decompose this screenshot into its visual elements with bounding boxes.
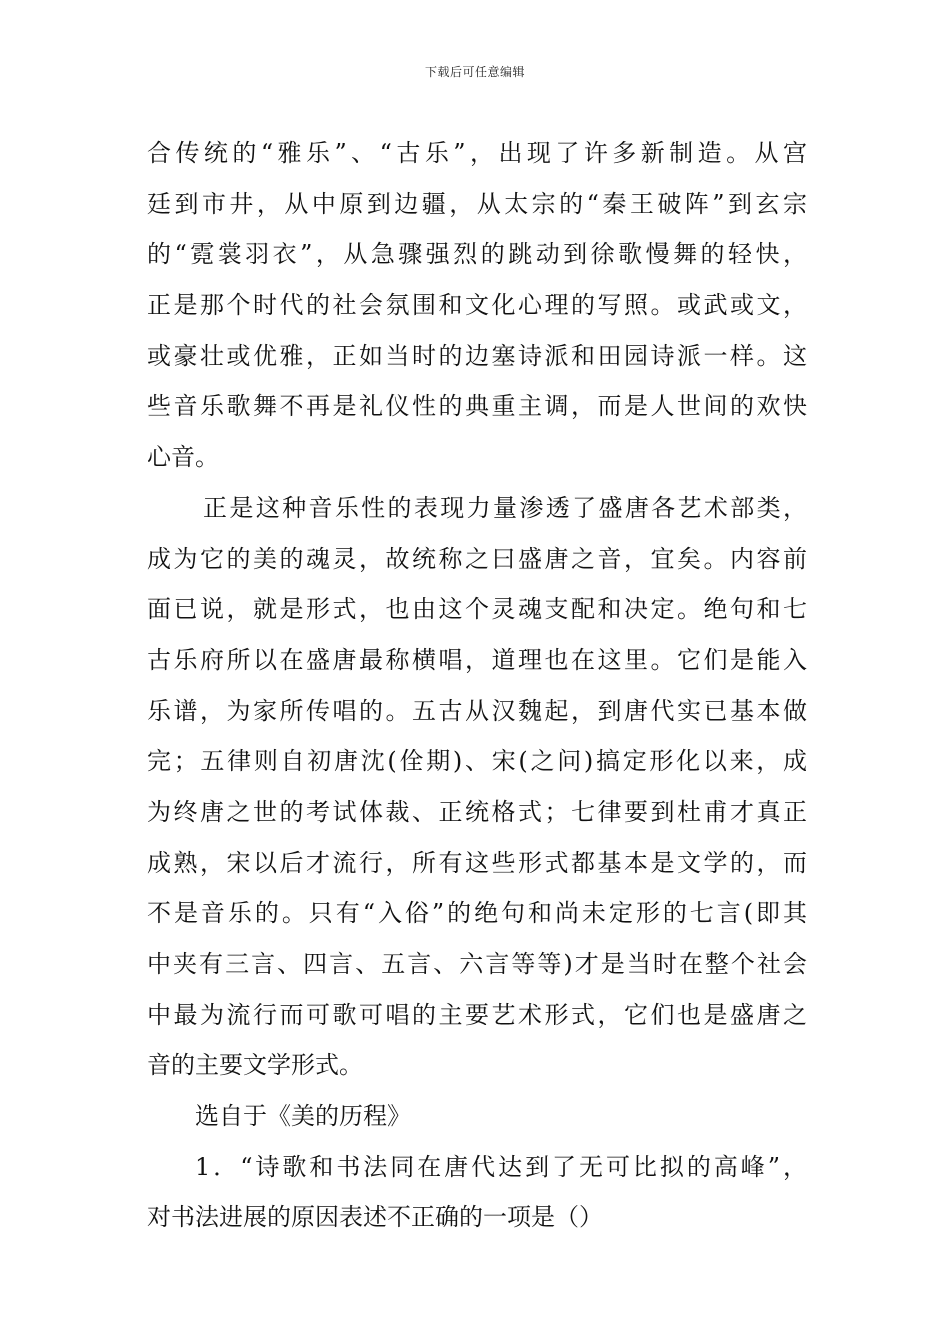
paragraph-line: 合传统的“雅乐”、“古乐”，出现了许多新制造。从宫 (147, 139, 807, 167)
question-line: 1．“诗歌和书法同在唐代达到了无可比拟的高峰”， (195, 1152, 807, 1181)
paragraph-line: 中夹有三言、四言、五言、六言等等)才是当时在整个社会 (147, 950, 807, 978)
paragraph-line: 成熟，宋以后才流行，所有这些形式都基本是文学的，而 (147, 848, 807, 877)
paragraph-line: 廷到市井，从中原到边疆，从太宗的“秦王破阵”到玄宗 (147, 189, 807, 218)
source-citation (147, 1091, 807, 1142)
question-1 (147, 1142, 807, 1243)
paragraph-line: 成为它的美的魂灵，故统称之曰盛唐之音，宜矣。内容前 (147, 544, 807, 573)
page-header: 下载后可任意编辑 (424, 65, 525, 79)
document-body (147, 128, 807, 1243)
paragraph-1 (147, 128, 807, 483)
paragraph-line: 为终唐之世的考试体裁、正统格式；七律要到杜甫才真正 (147, 797, 807, 826)
paragraph-line: 古乐府所以在盛唐最称横唱，道理也在这里。它们是能入 (147, 645, 807, 674)
paragraph-line: 中最为流行而可歌可唱的主要艺术形式，它们也是盛唐之 (147, 1000, 807, 1029)
paragraph-line: 音的主要文学形式。 (147, 1051, 363, 1080)
paragraph-line: 正是那个时代的社会氛围和文化心理的写照。或武或文， (147, 291, 807, 320)
paragraph-2 (147, 483, 807, 1091)
paragraph-line: 乐谱，为家所传唱的。五古从汉魏起，到唐代实已基本做 (147, 696, 807, 725)
paragraph-line: 或豪壮或优雅，正如当时的边塞诗派和田园诗派一样。这 (147, 341, 807, 370)
paragraph-line: 面已说，就是形式，也由这个灵魂支配和决定。绝句和七 (147, 595, 807, 624)
paragraph-line: 完；五律则自初唐沈(佺期)、宋(之问)搞定形化以来，成 (147, 747, 807, 776)
paragraph-line: 正是这种音乐性的表现力量渗透了盛唐各艺术部类， (203, 493, 807, 522)
paragraph-line: 心音。 (147, 443, 219, 472)
source-line: 选自于《美的历程》 (195, 1102, 411, 1131)
paragraph-line: 些音乐歌舞不再是礼仪性的典重主调，而是人世间的欢快 (147, 392, 807, 421)
paragraph-line: 的“霓裳羽衣”，从急骤强烈的跳动到徐歌慢舞的轻快， (147, 240, 807, 269)
paragraph-line: 不是音乐的。只有“入俗”的绝句和尚未定形的七言(即其 (147, 899, 807, 928)
question-line: 对书法进展的原因表述不正确的一项是（） (147, 1203, 603, 1232)
